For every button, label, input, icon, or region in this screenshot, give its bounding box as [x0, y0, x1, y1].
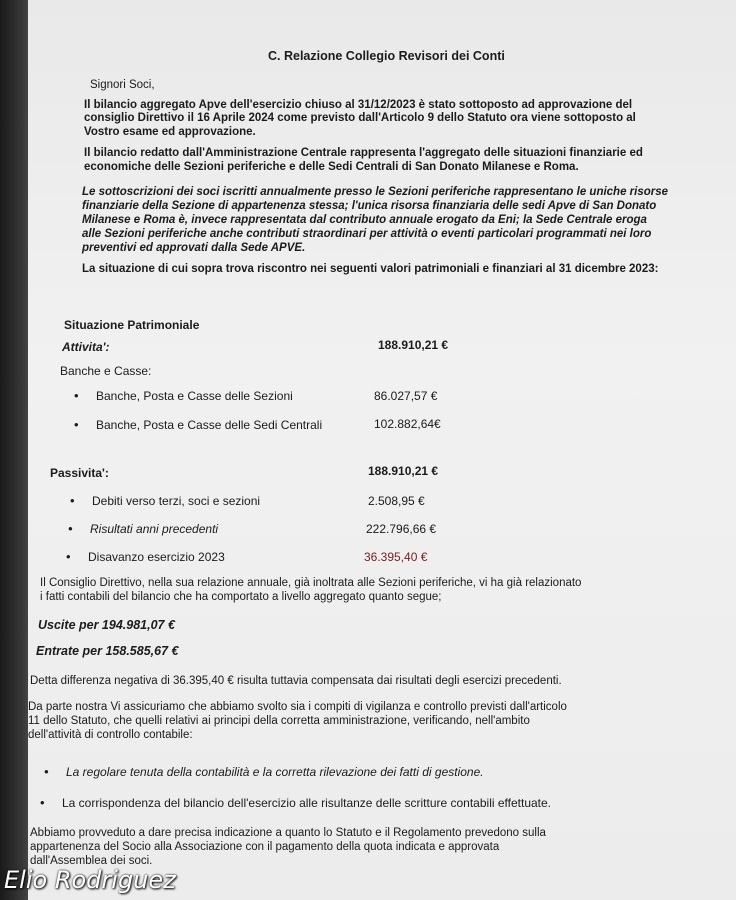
para3-line3: Milanese e Roma è, invece rappresentata dal contributo annuale erogato da Eni; la Sede Centrale eroga	[82, 214, 647, 226]
para7-line1: Da parte nostra Vi assicuriamo che abbiamo svolto sia i compiti di vigilanza e controllo previsti dall'articolo	[28, 701, 567, 713]
para6: Detta differenza negativa di 36.395,40 € risulta tuttavia compensata dai risultati degli esercizi precedenti.	[30, 675, 562, 687]
para2-line1: Il bilancio redatto dall'Amministrazione Centrale rappresenta l'aggregato delle situazioni finanziarie ed	[84, 147, 643, 159]
passivita-item-debiti: • Debiti verso terzi, soci e sezioni	[92, 494, 260, 508]
para8-line1: Abbiamo provveduto a dare precisa indicazione a quanto lo Statuto e il Regolamento prevedono sulla	[30, 827, 546, 839]
para1-line3: Vostro esame ed approvazione.	[84, 126, 256, 138]
greeting: Signori Soci,	[90, 79, 155, 91]
para7-line3: dell'attività di controllo contabile:	[28, 729, 193, 741]
para3-line4: alle Sezioni periferiche anche contributi straordinari per attività o eventi particolari programmati nei loro	[82, 228, 652, 240]
para8-line2: appartenenza del Socio alla Associazione con il pagamento della quota indicata e approvata	[30, 841, 500, 853]
attivita-label: Attivita':	[62, 340, 110, 354]
situazione-heading: Situazione Patrimoniale	[64, 318, 200, 332]
check-item-contabilita: • La regolare tenuta della contabilità e la corretta rilevazione dei fatti di gestione.	[66, 765, 484, 779]
para1-line2: consiglio Direttivo il 16 Aprile 2024 come previsto dall'Articolo 9 dello Statuto ora viene sottoposto al	[84, 112, 636, 124]
passivita-item-risultati: • Risultati anni precedenti	[90, 522, 218, 536]
para7-line2: 11 dello Statuto, che quelli relativi ai principi della corretta amministrazione, verificando, nell'ambito	[28, 715, 530, 727]
passivita-item-risultati-value: 222.796,66 €	[366, 522, 437, 536]
para8-line3: dall'Assemblea dei soci.	[30, 855, 153, 867]
para2-line2: economiche delle Sezioni periferiche e delle Sedi Centrali di San Donato Milanese e Roma.	[84, 161, 579, 173]
banche-item-sezioni-value: 86.027,57 €	[374, 389, 438, 403]
para3-line2: finanziarie della Sezione di appartenenza stessa; l'unica risorsa finanziaria delle sedi Apve di San Donato	[82, 200, 657, 212]
attivita-value: 188.910,21 €	[378, 338, 449, 352]
passivita-item-disavanzo: • Disavanzo esercizio 2023	[88, 550, 225, 564]
para3-line1: Le sottoscrizioni dei soci iscritti annualmente presso le Sezioni periferiche rappresentano le uniche risorse	[82, 186, 669, 198]
passivita-value: 188.910,21 €	[368, 464, 439, 478]
banche-item-sezioni: • Banche, Posta e Casse delle Sezioni	[96, 389, 293, 403]
passivita-label: Passivita':	[50, 466, 109, 480]
para4: La situazione di cui sopra trova riscontro nei seguenti valori patrimoniali e finanziari al 31 dicembre 2023:	[82, 263, 659, 275]
check-item-corrispondenza: • La corrispondenza del bilancio dell'esercizio alle risultanze delle scritture contabili effettuate.	[62, 796, 551, 810]
passivita-item-disavanzo-value: 36.395,40 €	[364, 550, 428, 564]
para5-line2: i fatti contabili del bilancio che ha comportato a livello aggregato quanto segue;	[40, 591, 442, 603]
para1-line1: Il bilancio aggregato Apve dell'esercizio chiuso al 31/12/2023 è stato sottoposto ad approvazione del	[84, 99, 633, 111]
passivita-item-debiti-value: 2.508,95 €	[368, 494, 425, 508]
document-page	[28, 0, 736, 900]
banche-item-sedi: • Banche, Posta e Casse delle Sedi Centrali	[96, 418, 322, 432]
photographer-watermark: Elio Rodriguez	[4, 866, 176, 894]
banche-label: Banche e Casse:	[60, 364, 152, 378]
para3-line5: preventivi ed approvati dalla Sede APVE.	[82, 242, 306, 254]
entrate-line: Entrate per 158.585,67 €	[36, 644, 179, 658]
uscite-line: Uscite per 194.981,07 €	[38, 618, 175, 632]
document-title: C. Relazione Collegio Revisori dei Conti	[268, 49, 505, 63]
para5-line1: Il Consiglio Direttivo, nella sua relazione annuale, già inoltrata alle Sezioni periferiche, vi ha già relazionato	[40, 577, 582, 589]
banche-item-sedi-value: 102.882,64€	[374, 417, 441, 431]
